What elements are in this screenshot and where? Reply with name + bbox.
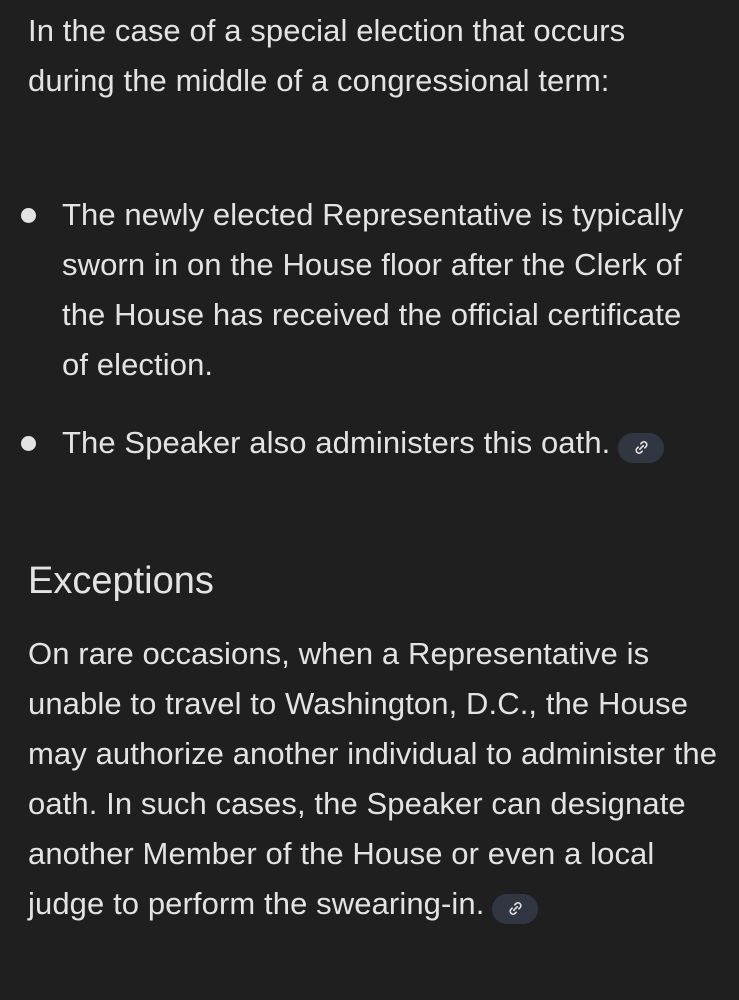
link-icon	[633, 439, 650, 456]
list-item	[0, 418, 739, 468]
exceptions-text: On rare occasions, when a Representative is unable to travel to Washington, D.C., the House may authorize another individual to administer the oath. In such cases, the Speaker can designate another Member of the House or even a local judge to perform the swearing-in.	[28, 636, 718, 921]
bullet-text: The Speaker also administers this oath.	[62, 425, 611, 460]
exceptions-paragraph	[28, 629, 718, 929]
bullet-dot-icon	[21, 436, 36, 451]
bullet-list	[0, 190, 739, 468]
intro-paragraph: In the case of a special election that occurs during the middle of a congressional term:	[28, 13, 626, 98]
source-link-button[interactable]	[618, 433, 664, 463]
bullet-dot-icon	[21, 208, 36, 223]
source-link-button[interactable]	[492, 894, 538, 924]
list-item	[0, 190, 739, 390]
bullet-text: The newly elected Representative is typically sworn in on the House floor after the Clerk of the House has received the official certificate of election.	[62, 197, 684, 382]
section-heading: Exceptions	[28, 560, 214, 602]
link-icon	[507, 900, 524, 917]
